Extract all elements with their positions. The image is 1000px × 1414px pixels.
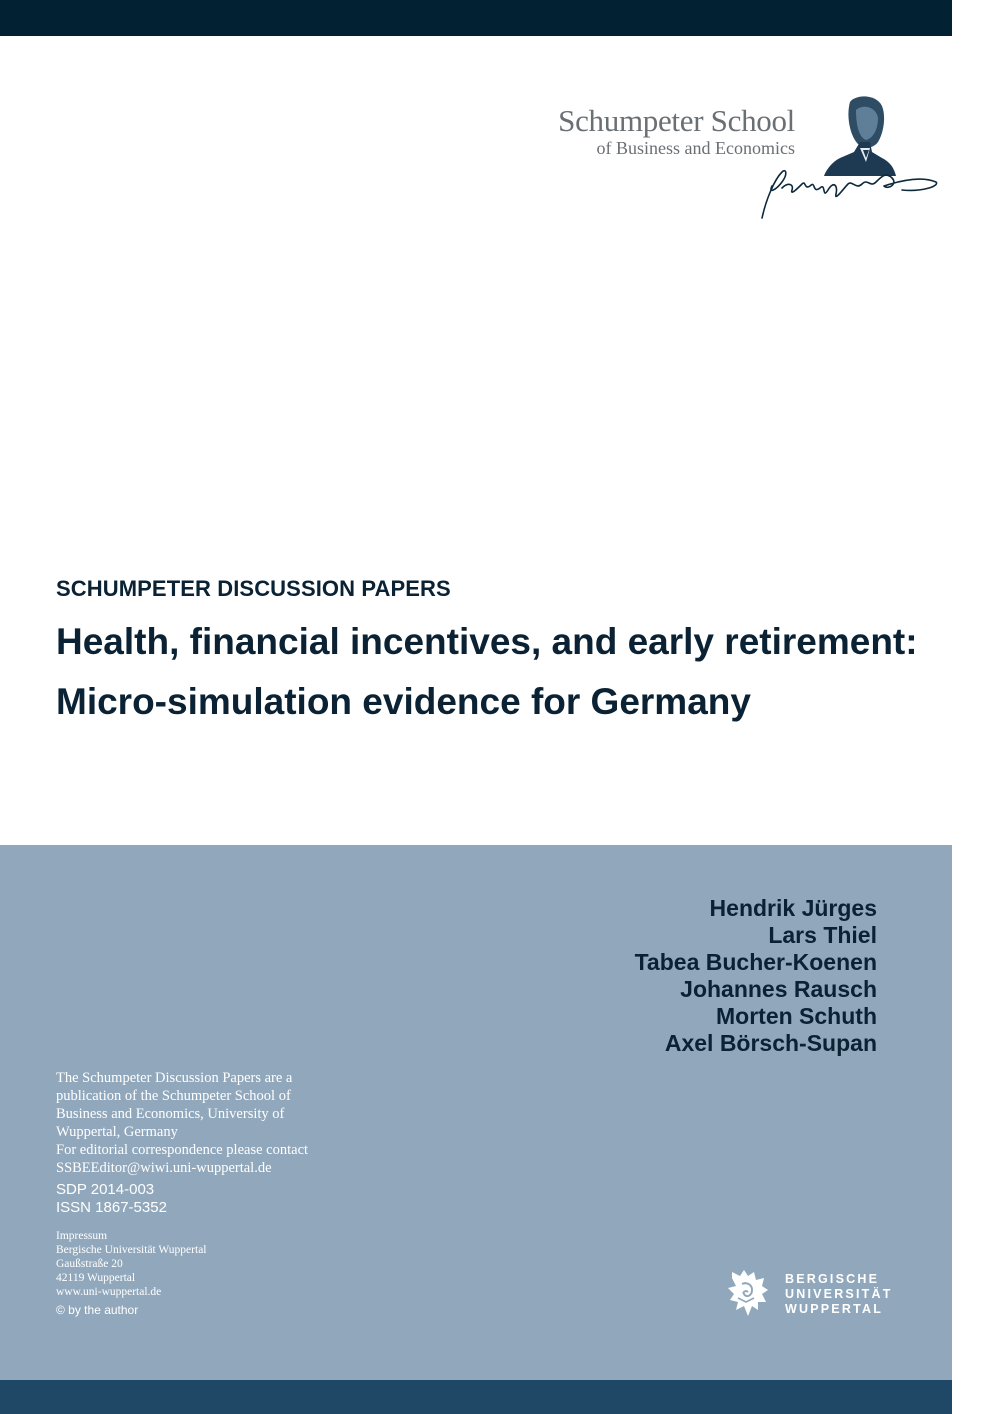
author-name: Tabea Bucher-Koenen <box>634 949 877 975</box>
imprint <box>56 1229 336 1299</box>
logo-school-name: Schumpeter School <box>558 103 795 138</box>
university-name-line: BERGISCHE <box>785 1272 880 1286</box>
university-name-line: WUPPERTAL <box>785 1302 884 1316</box>
paper-identifiers <box>56 1181 336 1217</box>
editor-email: SSBEEditor@wiwi.uni-wuppertal.de <box>56 1160 272 1176</box>
paper-title-line-2: Micro-simulation evidence for Germany <box>56 681 751 722</box>
imprint-line: www.uni-wuppertal.de <box>56 1286 162 1298</box>
imprint-line: 42119 Wuppertal <box>56 1272 136 1284</box>
author-list <box>635 895 877 1057</box>
university-name-line: UNIVERSITÄT <box>785 1287 893 1301</box>
sdp-number: SDP 2014-003 <box>56 1181 155 1198</box>
paper-title-line-1: Health, financial incentives, and early retirement: <box>56 621 918 662</box>
university-name <box>785 1272 893 1317</box>
author-name: Axel Börsch-Supan <box>664 1030 877 1056</box>
info-line: Wuppertal, Germany <box>56 1124 178 1140</box>
info-line: publication of the Schumpeter School of <box>56 1088 291 1104</box>
issn-number: ISSN 1867-5352 <box>56 1199 167 1216</box>
imprint-line: Impressum <box>56 1230 108 1242</box>
series-label: SCHUMPETER DISCUSSION PAPERS <box>56 576 451 601</box>
university-lion-crest-icon <box>724 1268 772 1320</box>
right-gutter <box>952 0 1000 1414</box>
author-name: Johannes Rausch <box>680 976 877 1002</box>
top-bar <box>0 0 952 36</box>
copyright-notice: © by the author <box>56 1303 139 1317</box>
author-name: Lars Thiel <box>768 922 877 948</box>
imprint-line: Gaußstraße 20 <box>56 1258 123 1270</box>
info-line: Business and Economics, University of <box>56 1106 285 1122</box>
imprint-line: Bergische Universität Wuppertal <box>56 1244 207 1256</box>
publication-info <box>56 1069 336 1317</box>
paper-title <box>56 612 946 732</box>
info-line: The Schumpeter Discussion Papers are a <box>56 1070 293 1086</box>
logo-school-subtitle: of Business and Economics <box>596 138 795 158</box>
school-logo-text <box>558 104 795 158</box>
author-name: Morten Schuth <box>716 1003 877 1029</box>
bottom-bar <box>0 1380 952 1414</box>
info-line: For editorial correspondence please contact <box>56 1142 309 1158</box>
author-name: Hendrik Jürges <box>709 895 877 921</box>
publication-description <box>56 1069 336 1177</box>
schumpeter-signature-icon <box>752 160 942 222</box>
